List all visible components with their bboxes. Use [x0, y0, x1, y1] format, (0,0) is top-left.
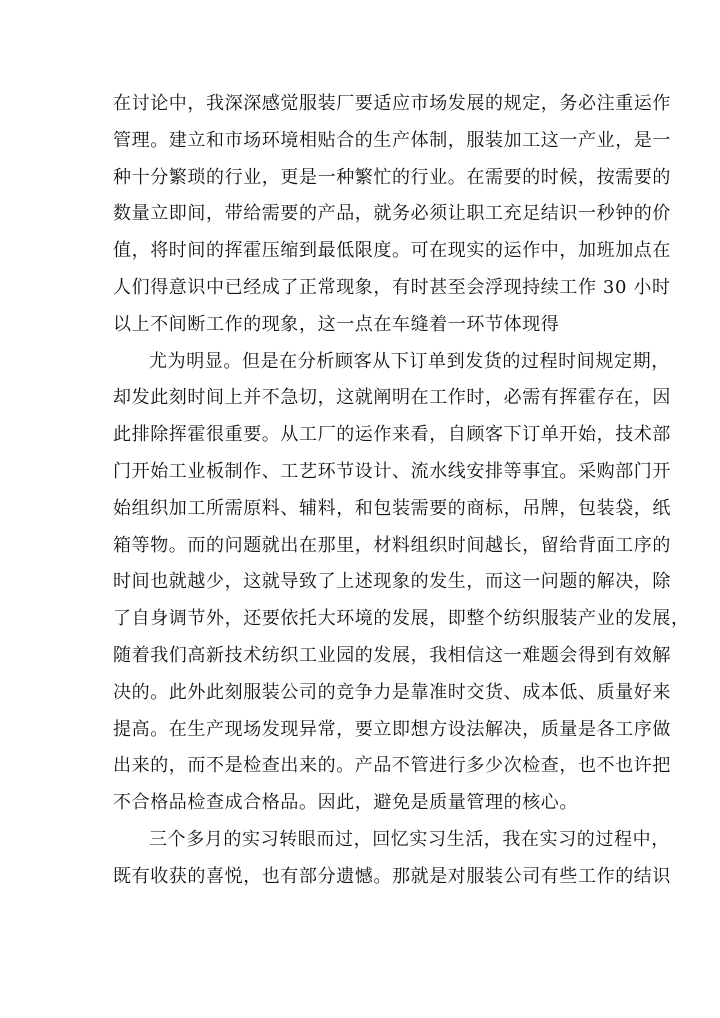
- text-line: 管理。建立和市场环境相贴合的生产体制，服装加工这一产业，是一: [113, 129, 671, 151]
- text-line: 三个多月的实习转眼而过，回忆实习生活，我在实习的过程中，: [149, 828, 670, 850]
- text-line: 种十分繁琐的行业，更是一种繁忙的行业。在需要的时候，按需要的: [113, 166, 671, 188]
- paragraph-2: [113, 344, 690, 822]
- text-line: 既有收获的喜悦，也有部分遗憾。那就是对服装公司有些工作的结识: [113, 865, 671, 887]
- body-text: [113, 86, 690, 896]
- text-line: 门开始工业板制作、工艺环节设计、流水线安排等事宜。采购部门开: [113, 460, 671, 482]
- paragraph-3: [113, 822, 671, 896]
- text-line: 值，将时间的挥霍压缩到最低限度。可在现实的运作中，加班加点在: [113, 240, 671, 262]
- text-line: 却发此刻时间上并不急切，这就阐明在工作时，必需有挥霍存在，因: [113, 387, 671, 409]
- text-line: 随着我们高新技术纺织工业园的发展，我相信这一难题会得到有效解: [113, 644, 671, 666]
- text-line: 不合格品检查成合格品。因此，避免是质量管理的核心。: [113, 792, 578, 814]
- text-line: 出来的，而不是检查出来的。产品不管进行多少次检查，也不也许把: [113, 755, 671, 777]
- text-line: 以上不间断工作的现象，这一点在车缝着一环节体现得: [113, 313, 560, 335]
- text-line: 箱等物。而的问题就出在那里，材料组织时间越长，留给背面工序的: [113, 534, 671, 556]
- text-line: 决的。此外此刻服装公司的竞争力是靠准时交货、成本低、质量好来: [113, 681, 671, 703]
- text-line: 了自身调节外，还要依托大环境的发展，即整个纺织服装产业的发展，: [113, 608, 690, 630]
- text-line: 此排除挥霍很重要。从工厂的运作来看，自顾客下订单开始，技术部: [113, 424, 671, 446]
- text-line: 尤为明显。但是在分析顾客从下订单到发货的过程时间规定期，: [149, 350, 670, 372]
- text-line: 始组织加工所需原料、辅料，和包装需要的商标，吊牌，包装袋，纸: [113, 497, 671, 519]
- text-line: 在讨论中，我深深感觉服装厂要适应市场发展的规定，务必注重运作: [113, 93, 671, 114]
- text-line: 提高。在生产现场发现异常，要立即想方设法解决，质量是各工序做: [113, 718, 671, 740]
- text-line: 数量立即间，带给需要的产品，就务必须让职工充足结识一秒钟的价: [113, 203, 671, 225]
- text-line: 时间也就越少，这就导致了上述现象的发生，而这一问题的解决，除: [113, 571, 671, 593]
- text-line: 人们得意识中已经成了正常现象，有时甚至会浮现持续工作 30 小时: [113, 276, 671, 298]
- paragraph-1: [113, 86, 671, 344]
